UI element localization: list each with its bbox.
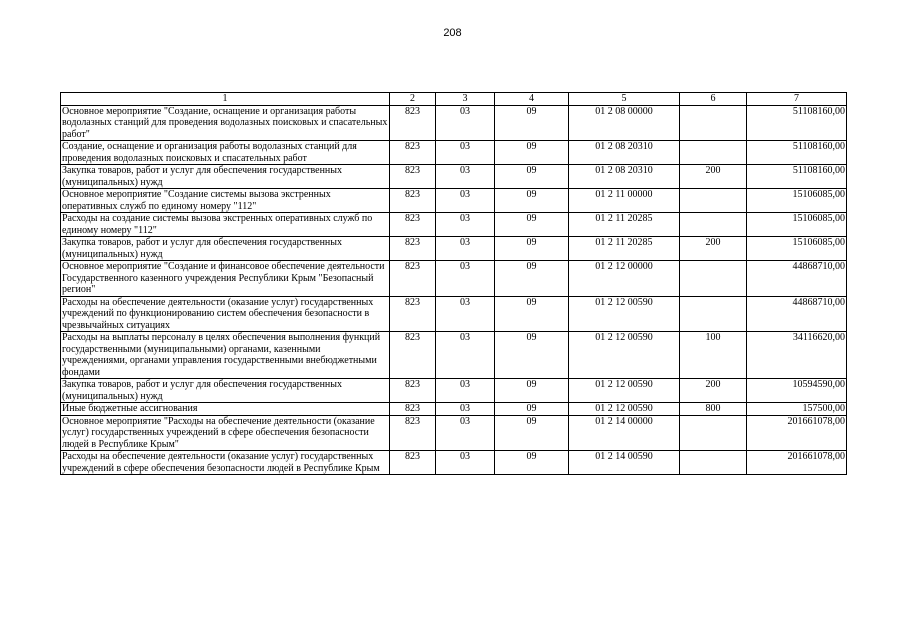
expense-type-cell — [680, 296, 747, 332]
expense-type-cell — [680, 451, 747, 475]
section-cell: 03 — [436, 213, 495, 237]
target-article-cell: 01 2 08 20310 — [569, 141, 680, 165]
grbs-cell: 823 — [390, 403, 436, 416]
header-cell: 2 — [390, 93, 436, 106]
expense-type-cell — [680, 105, 747, 141]
amount-cell: 157500,00 — [747, 403, 847, 416]
name-cell: Основное мероприятие "Создание системы вызова экстренных оперативных служб по единому номеру "112" — [61, 189, 390, 213]
table-row — [61, 379, 847, 403]
grbs-cell: 823 — [390, 165, 436, 189]
name-cell: Расходы на обеспечение деятельности (оказание услуг) государственных учреждений по функционированию систем обеспечения безопасности в чрезвычайных ситуациях — [61, 296, 390, 332]
amount-cell: 44868710,00 — [747, 296, 847, 332]
name-cell: Закупка товаров, работ и услуг для обеспечения государственных (муниципальных) нужд — [61, 379, 390, 403]
amount-cell: 15106085,00 — [747, 213, 847, 237]
subsection-cell: 09 — [495, 261, 569, 297]
name-cell: Основное мероприятие "Создание и финансовое обеспечение деятельности Государственного казенного учреждения Республики Крым "Безопасный регион" — [61, 261, 390, 297]
name-cell: Расходы на выплаты персоналу в целях обеспечения выполнения функций государственными (муниципальными) органами, казенными учреждениями, органами управления государственными внебюджетными фондами — [61, 332, 390, 379]
subsection-cell: 09 — [495, 332, 569, 379]
section-cell: 03 — [436, 141, 495, 165]
subsection-cell: 09 — [495, 237, 569, 261]
grbs-cell: 823 — [390, 141, 436, 165]
subsection-cell: 09 — [495, 141, 569, 165]
expense-type-cell — [680, 415, 747, 451]
expense-type-cell — [680, 261, 747, 297]
name-cell: Расходы на создание системы вызова экстренных оперативных служб по единому номеру "112" — [61, 213, 390, 237]
target-article-cell: 01 2 11 20285 — [569, 237, 680, 261]
table-row — [61, 213, 847, 237]
name-cell: Основное мероприятие "Создание, оснащение и организация работы водолазных станций для проведения водолазных поисковых и спасательных работ" — [61, 105, 390, 141]
header-cell: 7 — [747, 93, 847, 106]
target-article-cell: 01 2 08 20310 — [569, 165, 680, 189]
expense-type-cell: 200 — [680, 379, 747, 403]
amount-cell: 15106085,00 — [747, 189, 847, 213]
section-cell: 03 — [436, 189, 495, 213]
subsection-cell: 09 — [495, 403, 569, 416]
table-row — [61, 189, 847, 213]
section-cell: 03 — [436, 403, 495, 416]
target-article-cell: 01 2 12 00000 — [569, 261, 680, 297]
name-cell: Основное мероприятие "Расходы на обеспечение деятельности (оказание услуг) государственных учреждений в сфере обеспечения безопасности людей в Республике Крым" — [61, 415, 390, 451]
section-cell: 03 — [436, 379, 495, 403]
header-cell: 5 — [569, 93, 680, 106]
grbs-cell: 823 — [390, 451, 436, 475]
table-row — [61, 141, 847, 165]
amount-cell: 15106085,00 — [747, 237, 847, 261]
name-cell: Иные бюджетные ассигнования — [61, 403, 390, 416]
section-cell: 03 — [436, 451, 495, 475]
subsection-cell: 09 — [495, 415, 569, 451]
section-cell: 03 — [436, 296, 495, 332]
table-row — [61, 165, 847, 189]
expense-type-cell: 800 — [680, 403, 747, 416]
amount-cell: 51108160,00 — [747, 105, 847, 141]
amount-cell: 34116620,00 — [747, 332, 847, 379]
amount-cell: 51108160,00 — [747, 141, 847, 165]
target-article-cell: 01 2 12 00590 — [569, 379, 680, 403]
target-article-cell: 01 2 08 00000 — [569, 105, 680, 141]
section-cell: 03 — [436, 105, 495, 141]
target-article-cell: 01 2 12 00590 — [569, 296, 680, 332]
subsection-cell: 09 — [495, 105, 569, 141]
page-number: 208 — [443, 27, 462, 39]
section-cell: 03 — [436, 165, 495, 189]
section-cell: 03 — [436, 261, 495, 297]
expense-type-cell: 200 — [680, 237, 747, 261]
target-article-cell: 01 2 14 00000 — [569, 415, 680, 451]
grbs-cell: 823 — [390, 296, 436, 332]
grbs-cell: 823 — [390, 105, 436, 141]
expense-type-cell — [680, 213, 747, 237]
subsection-cell: 09 — [495, 296, 569, 332]
table-row — [61, 403, 847, 416]
subsection-cell: 09 — [495, 213, 569, 237]
table-row — [61, 451, 847, 475]
grbs-cell: 823 — [390, 237, 436, 261]
expense-type-cell — [680, 141, 747, 165]
header-cell: 3 — [436, 93, 495, 106]
table-row — [61, 332, 847, 379]
header-cell: 6 — [680, 93, 747, 106]
budget-table — [60, 92, 847, 475]
grbs-cell: 823 — [390, 379, 436, 403]
name-cell: Расходы на обеспечение деятельности (оказание услуг) государственных учреждений в сфере обеспечения безопасности людей в Республике Крым — [61, 451, 390, 475]
expense-type-cell: 100 — [680, 332, 747, 379]
grbs-cell: 823 — [390, 415, 436, 451]
expense-type-cell — [680, 189, 747, 213]
name-cell: Создание, оснащение и организация работы водолазных станций для проведения водолазных поисковых и спасательных работ — [61, 141, 390, 165]
section-cell: 03 — [436, 415, 495, 451]
amount-cell: 201661078,00 — [747, 451, 847, 475]
subsection-cell: 09 — [495, 165, 569, 189]
subsection-cell: 09 — [495, 379, 569, 403]
name-cell: Закупка товаров, работ и услуг для обеспечения государственных (муниципальных) нужд — [61, 165, 390, 189]
table-row — [61, 415, 847, 451]
target-article-cell: 01 2 12 00590 — [569, 332, 680, 379]
amount-cell: 51108160,00 — [747, 165, 847, 189]
target-article-cell: 01 2 12 00590 — [569, 403, 680, 416]
target-article-cell: 01 2 11 00000 — [569, 189, 680, 213]
expense-type-cell: 200 — [680, 165, 747, 189]
target-article-cell: 01 2 11 20285 — [569, 213, 680, 237]
section-cell: 03 — [436, 332, 495, 379]
name-cell: Закупка товаров, работ и услуг для обеспечения государственных (муниципальных) нужд — [61, 237, 390, 261]
subsection-cell: 09 — [495, 189, 569, 213]
table-row — [61, 296, 847, 332]
amount-cell: 10594590,00 — [747, 379, 847, 403]
grbs-cell: 823 — [390, 189, 436, 213]
amount-cell: 44868710,00 — [747, 261, 847, 297]
table-row — [61, 237, 847, 261]
table-row — [61, 105, 847, 141]
amount-cell: 201661078,00 — [747, 415, 847, 451]
grbs-cell: 823 — [390, 332, 436, 379]
table-row — [61, 261, 847, 297]
grbs-cell: 823 — [390, 261, 436, 297]
grbs-cell: 823 — [390, 213, 436, 237]
section-cell: 03 — [436, 237, 495, 261]
subsection-cell: 09 — [495, 451, 569, 475]
header-row — [61, 93, 847, 106]
header-cell: 1 — [61, 93, 390, 106]
target-article-cell: 01 2 14 00590 — [569, 451, 680, 475]
header-cell: 4 — [495, 93, 569, 106]
